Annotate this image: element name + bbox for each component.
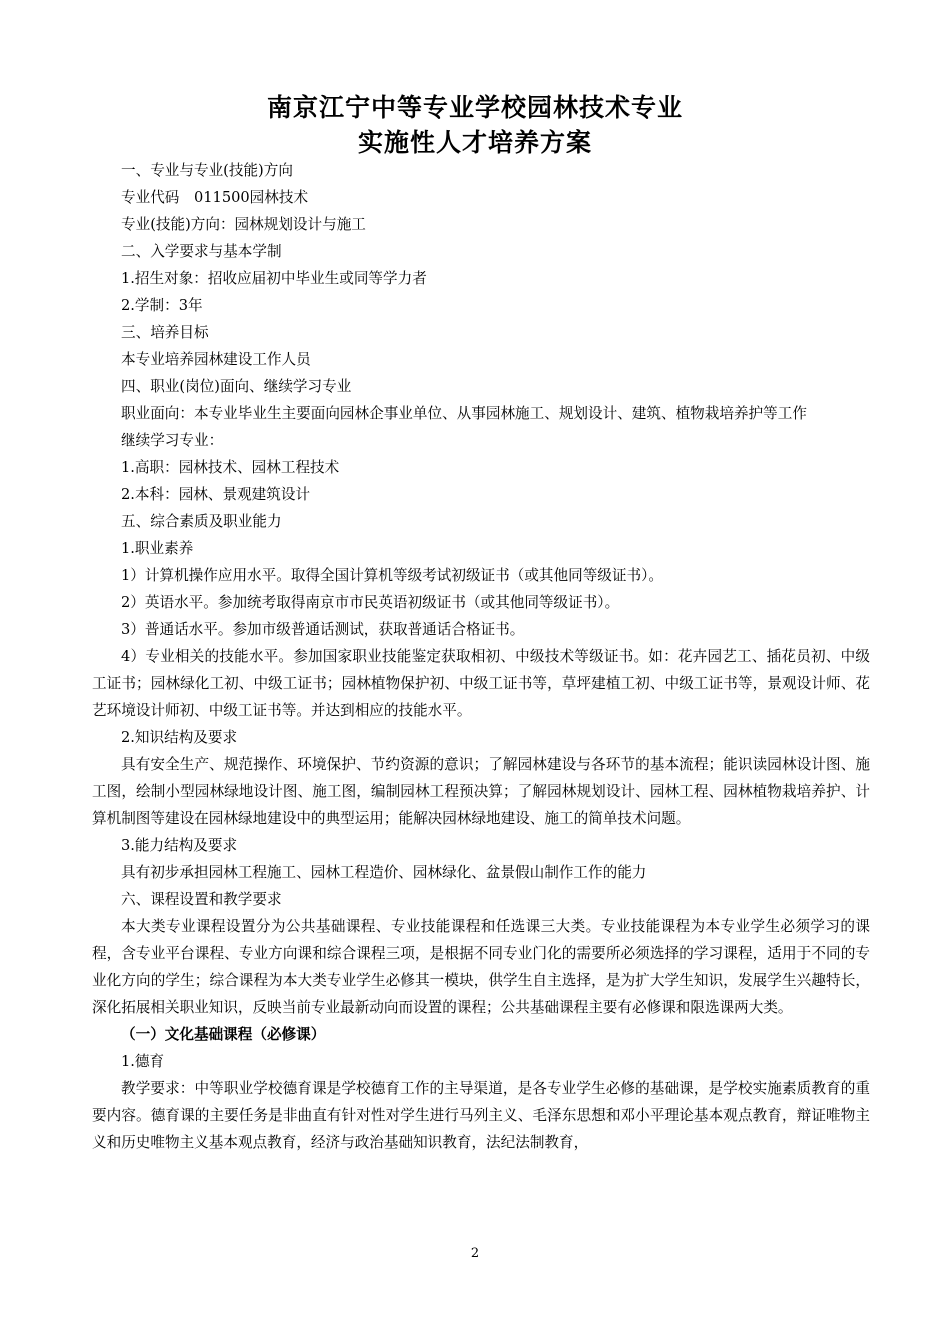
mandarin-skill-item: 3）普通话水平。参加市级普通话测试，获取普通话合格证书。: [121, 621, 525, 638]
training-goal: 本专业培养园林建设工作人员: [121, 351, 311, 368]
document-title-line-2: 实施性人才培养方案: [357, 128, 592, 157]
major-code: 专业代码 011500园林技术: [121, 189, 309, 206]
section-2-heading: 二、入学要求与基本学制: [121, 243, 282, 260]
moral-education-text: 教学要求：中等职业学校德育课是学校德育工作的主导渠道，是各专业学生必修的基础课，是学校实施素质教育的重要内容。德育课的主要任务是非曲直有针对性对学生进行马列主义、毛泽东思想和邓小平理论基本观点教育，辩证唯物主义和历史唯物主义基本观点教育，经济与政治基础知识教育，法纪法制教育，: [92, 1080, 870, 1151]
schooling-length: 2.学制：3年: [121, 297, 203, 314]
document-title-line-1: 南京江宁中等专业学校园林技术专业: [266, 93, 683, 122]
knowledge-structure-text: 具有安全生产、规范操作、环境保护、节约资源的意识；了解园林建设与各环节的基本流程；能识读园林设计图、施工图，绘制小型园林绿地设计图、施工图，编制园林工程预决算；了解园林规划设计、园林工程、园林植物栽培养护、计算机制图等建设在园林绿地建设中的典型运用；能解决园林绿地建设、施工的简单技术问题。: [92, 756, 870, 827]
section-6-heading: 六、课程设置和教学要求: [121, 891, 282, 908]
ability-structure-text: 具有初步承担园林工程施工、园林工程造价、园林绿化、盆景假山制作工作的能力: [121, 864, 647, 881]
document-body: [92, 157, 870, 1156]
curriculum-overview: 本大类专业课程设置分为公共基础课程、专业技能课程和任选课三大类。专业技能课程为本专业学生必须学习的课程，含专业平台课程、专业方向课和综合课程三项，是根据不同专业门化的需要所必须选择的学习课程，适用于不同的专业化方向的学生；综合课程为本大类专业学生必修其一模块，供学生自主选择，是为扩大学生知识，发展学生兴趣特长，深化拓展相关职业知识，反映当前专业最新动向而设置的课程；公共基础课程主要有必修课和限选课两大类。: [92, 918, 870, 1016]
continuing-study-label: 继续学习专业：: [121, 432, 224, 449]
section-4-heading: 四、职业(岗位)面向、继续学习专业: [121, 378, 352, 395]
professional-quality-heading: 1.职业素养: [121, 540, 194, 557]
career-orientation: 职业面向：本专业毕业生主要面向园林企事业单位、从事园林施工、规划设计、建筑、植物栽培养护等工作: [121, 405, 807, 422]
culture-course-heading: （一）文化基础课程（必修课）: [121, 1026, 326, 1043]
continuing-study-vocational: 1.高职：园林技术、园林工程技术: [121, 459, 340, 476]
continuing-study-undergraduate: 2.本科：园林、景观建筑设计: [121, 486, 311, 503]
enrollment-target: 1.招生对象：招收应届初中毕业生或同等学力者: [121, 270, 427, 287]
section-1-heading: 一、专业与专业(技能)方向: [121, 162, 293, 179]
moral-education-heading: 1.德育: [121, 1053, 165, 1070]
page-number: 2: [470, 1246, 480, 1261]
professional-skill-item: 4）专业相关的技能水平。参加国家职业技能鉴定获取相初、中级技术等级证书。如：花卉园艺工、插花员初、中级工证书；园林绿化工初、中级工证书；园林植物保护初、中级工证书等，草坪建植工初、中级工证书等，景观设计师、花艺环境设计师初、中级工证书等。并达到相应的技能水平。: [92, 648, 870, 719]
major-direction: 专业(技能)方向：园林规划设计与施工: [121, 216, 366, 233]
knowledge-structure-heading: 2.知识结构及要求: [121, 729, 238, 746]
computer-skill-item: 1）计算机操作应用水平。取得全国计算机等级考试初级证书（或其他同等级证书）。: [121, 567, 663, 584]
section-3-heading: 三、培养目标: [121, 324, 209, 341]
section-5-heading: 五、综合素质及职业能力: [121, 513, 282, 530]
ability-structure-heading: 3.能力结构及要求: [121, 837, 238, 854]
english-skill-item: 2）英语水平。参加统考取得南京市市民英语初级证书（或其他同等级证书）。: [121, 594, 620, 611]
